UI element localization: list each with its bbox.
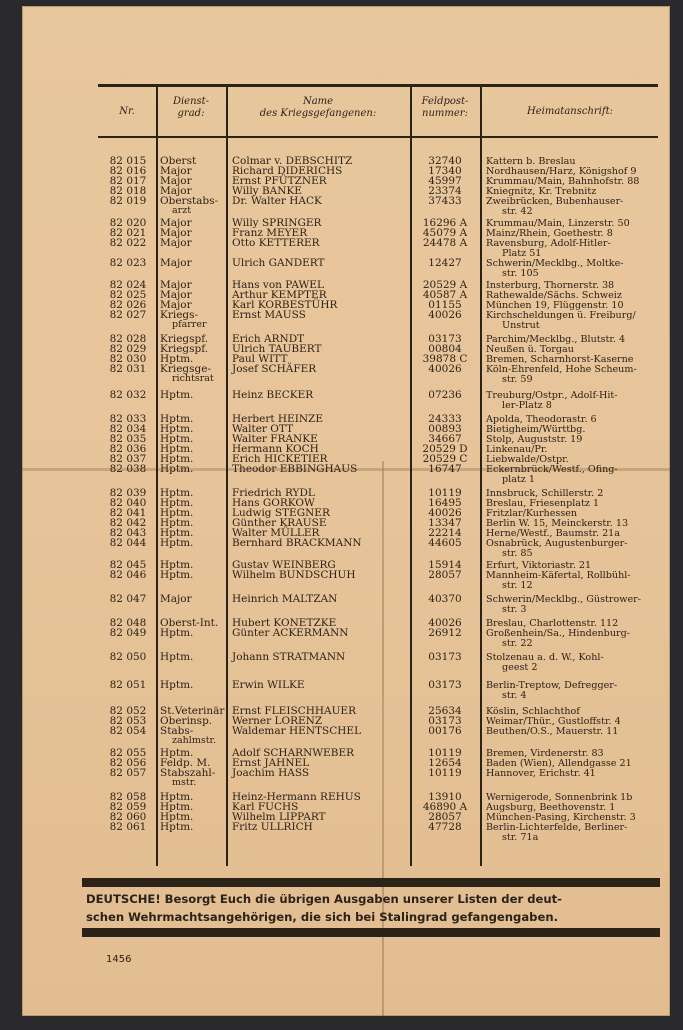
- row-rank: Kriegs-: [160, 309, 199, 321]
- row-number: 82 059: [109, 801, 147, 813]
- row-feldpost: 00176: [428, 725, 462, 737]
- row-name: Walter OTT: [232, 423, 294, 435]
- row-address: Berlin W. 15, Meinckerstr. 13: [486, 518, 629, 529]
- row-name: Richard DIDERICHS: [232, 165, 343, 177]
- row-address: Mannheim-Käfertal, Rollbühl-: [486, 570, 631, 581]
- row-address: Augsburg, Beethovenstr. 1: [486, 802, 616, 813]
- row-name: Ernst FLEISCHHAUER: [232, 705, 357, 717]
- row-number: 82 036: [109, 443, 147, 455]
- row-rank: Hptm.: [160, 537, 194, 549]
- row-name: Walter MÜLLER: [232, 527, 320, 539]
- row-name: Friedrich RYDL: [232, 487, 315, 499]
- row-feldpost: 20529 C: [422, 453, 468, 465]
- prisoner-list-table: [98, 84, 658, 866]
- row-address: Insterburg, Thornerstr. 38: [486, 280, 615, 291]
- row-address-cont: str. 59: [502, 374, 533, 385]
- row-address: Schwerin/Mecklbg., Güstrower-: [486, 594, 641, 605]
- row-number: 82 051: [109, 679, 147, 691]
- row-rank-cont: mstr.: [172, 777, 197, 788]
- row-rank: Oberst-Int.: [160, 617, 219, 629]
- row-address: Köslin, Schlachthof: [486, 706, 580, 717]
- row-feldpost: 40370: [428, 593, 462, 605]
- row-address: Stolp, Auguststr. 19: [486, 434, 583, 445]
- row-number: 82 016: [109, 165, 147, 177]
- row-address: Bremen, Scharnhorst-Kaserne: [486, 354, 634, 365]
- row-feldpost: 39878 C: [422, 353, 468, 365]
- row-address: Fritzlar/Kurhessen: [486, 508, 578, 519]
- row-number: 82 047: [109, 593, 147, 605]
- row-rank: Hptm.: [160, 821, 194, 833]
- header-name: Name des Kriegsgefangenen:: [259, 96, 377, 119]
- row-feldpost: 00893: [428, 423, 462, 435]
- row-name: Otto KETTERER: [232, 237, 320, 249]
- row-number: 82 017: [109, 175, 147, 187]
- row-feldpost: 03173: [428, 715, 462, 727]
- row-number: 82 057: [109, 767, 147, 779]
- row-name: Heinrich MALTZAN: [232, 593, 338, 605]
- row-name: Willy SPRINGER: [232, 217, 322, 229]
- column-divider: [226, 84, 228, 866]
- row-address: Breslau, Friesenplatz 1: [486, 498, 600, 509]
- row-address-cont: Platz 51: [502, 248, 542, 259]
- row-rank: Hptm.: [160, 487, 194, 499]
- top-rule: [98, 84, 658, 87]
- row-feldpost: 15914: [428, 559, 462, 571]
- row-address-cont: str. 42: [502, 206, 533, 217]
- row-rank: Major: [160, 299, 192, 311]
- row-address: Krummau/Main, Bahnhofstr. 88: [486, 176, 640, 187]
- row-number: 82 031: [109, 363, 147, 375]
- row-address: Rathewalde/Sächs. Schweiz: [486, 290, 622, 301]
- row-address: Krummau/Main, Linzerstr. 50: [486, 218, 630, 229]
- row-address-cont: str. 85: [502, 548, 533, 559]
- row-name: Walter FRANKE: [232, 433, 318, 445]
- row-number: 82 050: [109, 651, 147, 663]
- row-feldpost: 32740: [428, 155, 462, 167]
- row-number: 82 018: [109, 185, 147, 197]
- row-feldpost: 44605: [428, 537, 462, 549]
- row-feldpost: 40026: [428, 363, 462, 375]
- row-name: Heinz-Hermann REHUS: [232, 791, 361, 803]
- row-address: Zweibrücken, Bubenhauser-: [486, 196, 624, 207]
- row-rank: Hptm.: [160, 679, 194, 691]
- row-number: 82 056: [109, 757, 147, 769]
- row-address: Linkenau/Pr.: [486, 444, 548, 455]
- row-feldpost: 00804: [428, 343, 462, 355]
- row-number: 82 033: [109, 413, 147, 425]
- row-address: Herne/Westf., Baumstr. 21a: [486, 528, 620, 539]
- row-name: Karl FUCHS: [232, 801, 299, 813]
- row-name: Theodor EBBINGHAUS: [232, 463, 358, 475]
- row-rank: Major: [160, 165, 192, 177]
- row-name: Paul WITT: [232, 353, 288, 365]
- row-rank: Kriegsge-: [160, 363, 212, 375]
- header-rule: [98, 136, 658, 138]
- row-number: 82 041: [109, 507, 147, 519]
- row-number: 82 023: [109, 257, 147, 269]
- row-feldpost: 22214: [428, 527, 462, 539]
- row-feldpost: 12654: [428, 757, 462, 769]
- row-rank: Major: [160, 175, 192, 187]
- row-address: Apolda, Theodorastr. 6: [486, 414, 597, 425]
- row-name: Günther KRAUSE: [232, 517, 327, 529]
- row-feldpost: 34667: [428, 433, 462, 445]
- leaflet-sheet: [22, 6, 670, 1016]
- row-name: Johann STRATMANN: [232, 651, 346, 663]
- row-name: Heinz BECKER: [232, 389, 314, 401]
- row-rank: Hptm.: [160, 651, 194, 663]
- row-address-cont: platz 1: [502, 474, 535, 485]
- row-feldpost: 10119: [428, 747, 462, 759]
- row-address: Innsbruck, Schillerstr. 2: [486, 488, 604, 499]
- row-rank: Oberst: [160, 155, 197, 167]
- row-rank-cont: pfarrer: [172, 319, 207, 330]
- row-number: 82 015: [109, 155, 147, 167]
- row-address: Neußen ü. Torgau: [486, 344, 574, 355]
- row-rank: Oberstabs-: [160, 195, 219, 207]
- row-address: Kirchscheldungen ü. Freiburg/: [486, 310, 636, 321]
- row-address: Stolzenau a. d. W., Kohl-: [486, 652, 604, 663]
- row-rank: Hptm.: [160, 389, 194, 401]
- row-address: Treuburg/Ostpr., Adolf-Hit-: [486, 390, 618, 401]
- row-feldpost: 28057: [428, 811, 462, 823]
- row-number: 82 053: [109, 715, 147, 727]
- row-rank: Major: [160, 237, 192, 249]
- row-name: Hans GORKOW: [232, 497, 315, 509]
- row-rank: Hptm.: [160, 433, 194, 445]
- banner-bottom-bar: [82, 928, 660, 937]
- row-number: 82 022: [109, 237, 147, 249]
- row-address: Bremen, Virdenerstr. 83: [486, 748, 604, 759]
- row-rank: Hptm.: [160, 353, 194, 365]
- row-number: 82 026: [109, 299, 147, 311]
- row-address-cont: str. 3: [502, 604, 527, 615]
- row-number: 82 035: [109, 433, 147, 445]
- row-address: Weimar/Thür., Gustloffstr. 4: [486, 716, 621, 727]
- row-number: 82 037: [109, 453, 147, 465]
- row-number: 82 052: [109, 705, 147, 717]
- row-rank-cont: richtsrat: [172, 373, 214, 384]
- row-feldpost: 12427: [428, 257, 462, 269]
- row-rank: Major: [160, 185, 192, 197]
- row-address: München-Pasing, Kirchenstr. 3: [486, 812, 636, 823]
- row-name: Adolf SCHARNWEBER: [232, 747, 355, 759]
- row-rank: Hptm.: [160, 559, 194, 571]
- row-number: 82 046: [109, 569, 147, 581]
- row-name: Ulrich GANDERT: [232, 257, 325, 269]
- row-name: Ulrich TAUBERT: [232, 343, 322, 355]
- row-feldpost: 37433: [428, 195, 462, 207]
- row-name: Waldemar HENTSCHEL: [232, 725, 362, 737]
- row-rank: Major: [160, 217, 192, 229]
- row-address-cont: str. 105: [502, 268, 539, 279]
- row-rank: Hptm.: [160, 627, 194, 639]
- row-rank: Hptm.: [160, 443, 194, 455]
- row-rank-cont: zahlmstr.: [172, 735, 217, 746]
- banner-line-1: DEUTSCHE! Besorgt Euch die übrigen Ausgaben unserer Listen der deut-: [86, 892, 562, 906]
- row-rank: Hptm.: [160, 497, 194, 509]
- row-rank-cont: arzt: [172, 205, 192, 216]
- row-feldpost: 40026: [428, 507, 462, 519]
- row-number: 82 019: [109, 195, 147, 207]
- row-number: 82 030: [109, 353, 147, 365]
- row-rank: Feldp. M.: [160, 757, 211, 769]
- row-name: Hermann KOCH: [232, 443, 319, 455]
- row-name: Ernst PFÜTZNER: [232, 175, 327, 187]
- row-rank: St.Veterinär: [160, 705, 225, 717]
- row-feldpost: 13910: [428, 791, 462, 803]
- row-number: 82 058: [109, 791, 147, 803]
- header-rank: Dienst- grad:: [172, 96, 210, 119]
- row-number: 82 029: [109, 343, 147, 355]
- row-number: 82 021: [109, 227, 147, 239]
- row-rank: Hptm.: [160, 423, 194, 435]
- row-address-cont: str. 71a: [502, 832, 539, 843]
- row-address: Liebwalde/Ostpr.: [486, 454, 569, 465]
- row-rank: Hptm.: [160, 413, 194, 425]
- row-number: 82 027: [109, 309, 147, 321]
- row-feldpost: 46890 A: [422, 801, 468, 813]
- row-address: Baden (Wien), Allendgasse 21: [486, 758, 632, 769]
- row-name: Willy BANKE: [232, 185, 302, 197]
- row-address-cont: ler-Platz 8: [502, 400, 552, 411]
- row-number: 82 055: [109, 747, 147, 759]
- row-address: Erfurt, Viktoriastr. 21: [486, 560, 592, 571]
- row-feldpost: 20529 A: [422, 279, 468, 291]
- row-name: Hubert KONETZKE: [232, 617, 337, 629]
- row-feldpost: 03173: [428, 333, 462, 345]
- row-name: Fritz ULLRICH: [232, 821, 313, 833]
- row-feldpost: 16296 A: [422, 217, 468, 229]
- row-feldpost: 40587 A: [422, 289, 468, 301]
- row-address: Nordhausen/Harz, Königshof 9: [486, 166, 637, 177]
- row-name: Werner LORENZ: [232, 715, 323, 727]
- row-feldpost: 13347: [428, 517, 462, 529]
- row-feldpost: 45079 A: [422, 227, 468, 239]
- column-divider: [410, 84, 412, 866]
- row-rank: Hptm.: [160, 791, 194, 803]
- row-number: 82 049: [109, 627, 147, 639]
- row-feldpost: 10119: [428, 487, 462, 499]
- row-feldpost: 24333: [428, 413, 462, 425]
- row-name: Colmar v. DEBSCHITZ: [232, 155, 353, 167]
- row-name: Wilhelm LIPPART: [232, 811, 326, 823]
- row-rank: Hptm.: [160, 517, 194, 529]
- row-feldpost: 07236: [428, 389, 462, 401]
- row-name: Erwin WILKE: [232, 679, 305, 691]
- row-number: 82 039: [109, 487, 147, 499]
- row-address: Kniegnitz, Kr. Trebnitz: [486, 186, 597, 197]
- row-number: 82 044: [109, 537, 147, 549]
- row-address: Großenhein/Sa., Hindenburg-: [486, 628, 630, 639]
- row-address: Mainz/Rhein, Goethestr. 8: [486, 228, 613, 239]
- row-number: 82 038: [109, 463, 147, 475]
- row-feldpost: 40026: [428, 617, 462, 629]
- row-name: Herbert HEINZE: [232, 413, 324, 425]
- print-number: 1456: [106, 954, 132, 965]
- row-feldpost: 28057: [428, 569, 462, 581]
- row-name: Bernhard BRACKMANN: [232, 537, 362, 549]
- row-address: Köln-Ehrenfeld, Hohe Scheum-: [486, 364, 637, 375]
- row-rank: Kriegspf.: [160, 333, 209, 345]
- row-address: Wernigerode, Sonnenbrink 1b: [486, 792, 633, 803]
- row-name: Joachim HASS: [232, 767, 310, 779]
- row-rank: Hptm.: [160, 747, 194, 759]
- row-address: Bietigheim/Württbg.: [486, 424, 586, 435]
- banner-top-bar: [82, 878, 660, 887]
- row-number: 82 061: [109, 821, 147, 833]
- row-rank: Oberinsp.: [160, 715, 213, 727]
- row-address-cont: str. 12: [502, 580, 533, 591]
- row-number: 82 045: [109, 559, 147, 571]
- row-address: München 19, Flüggenstr. 10: [486, 300, 624, 311]
- row-feldpost: 20529 D: [422, 443, 468, 455]
- row-feldpost: 26912: [428, 627, 462, 639]
- row-name: Wilhelm BUNDSCHUH: [232, 569, 356, 581]
- header-address: Heimatanschrift:: [527, 106, 613, 117]
- row-name: Hans von PAWEL: [232, 279, 324, 291]
- row-name: Erich ARNDT: [232, 333, 305, 345]
- row-rank: Major: [160, 257, 192, 269]
- row-feldpost: 03173: [428, 651, 462, 663]
- row-address: Ravensburg, Adolf-Hitler-: [486, 238, 611, 249]
- row-name: Franz MEYER: [232, 227, 308, 239]
- row-address: Berlin-Lichterfelde, Berliner-: [486, 822, 628, 833]
- row-number: 82 024: [109, 279, 147, 291]
- row-feldpost: 16495: [428, 497, 462, 509]
- row-address: Berlin-Treptow, Defregger-: [486, 680, 618, 691]
- row-name: Josef SCHÄFER: [232, 363, 317, 375]
- row-name: Ernst MAUSS: [232, 309, 306, 321]
- row-rank: Stabs-: [160, 725, 194, 737]
- row-address: Parchim/Mecklbg., Blutstr. 4: [486, 334, 626, 345]
- row-rank: Major: [160, 279, 192, 291]
- row-feldpost: 01155: [428, 299, 462, 311]
- row-feldpost: 25634: [428, 705, 462, 717]
- row-name: Karl KORBESTÜHR: [232, 299, 338, 311]
- row-rank: Hptm.: [160, 801, 194, 813]
- header-feldpost: Feldpost- nummer:: [421, 96, 469, 119]
- row-feldpost: 17340: [428, 165, 462, 177]
- row-address-cont: str. 4: [502, 690, 527, 701]
- row-rank: Stabszahl-: [160, 767, 216, 779]
- row-feldpost: 03173: [428, 679, 462, 691]
- row-number: 82 032: [109, 389, 147, 401]
- row-name: Ludwig STEGNER: [232, 507, 330, 519]
- row-number: 82 034: [109, 423, 147, 435]
- row-rank: Hptm.: [160, 569, 194, 581]
- row-address: Osnabrück, Augustenburger-: [486, 538, 628, 549]
- row-address: Kattern b. Breslau: [486, 156, 576, 167]
- row-address-cont: Unstrut: [502, 320, 540, 331]
- row-address: Schwerin/Mecklbg., Moltke-: [486, 258, 624, 269]
- row-name: Erich HICKETIER: [232, 453, 328, 465]
- row-address: Eckernbrück/Westf., Ofing-: [486, 464, 618, 475]
- row-rank: Hptm.: [160, 463, 194, 475]
- row-feldpost: 40026: [428, 309, 462, 321]
- row-address-cont: str. 22: [502, 638, 533, 649]
- row-number: 82 025: [109, 289, 147, 301]
- row-rank: Major: [160, 227, 192, 239]
- row-name: Arthur KEMPTER: [232, 289, 327, 301]
- row-rank: Major: [160, 593, 192, 605]
- row-feldpost: 16747: [428, 463, 462, 475]
- column-divider: [480, 84, 482, 866]
- column-divider: [156, 84, 158, 866]
- row-name: Ernst JAHNEL: [232, 757, 310, 769]
- appeal-banner: [86, 890, 658, 926]
- row-feldpost: 23374: [428, 185, 462, 197]
- row-feldpost: 45997: [428, 175, 462, 187]
- row-number: 82 042: [109, 517, 147, 529]
- row-name: Dr. Walter HACK: [232, 195, 322, 207]
- row-number: 82 054: [109, 725, 147, 737]
- row-number: 82 060: [109, 811, 147, 823]
- row-name: Günter ACKERMANN: [232, 627, 349, 639]
- row-address: Hannover, Erichstr. 41: [486, 768, 596, 779]
- row-number: 82 040: [109, 497, 147, 509]
- row-number: 82 020: [109, 217, 147, 229]
- row-feldpost: 24478 A: [422, 237, 468, 249]
- row-feldpost: 10119: [428, 767, 462, 779]
- row-rank: Hptm.: [160, 527, 194, 539]
- row-number: 82 043: [109, 527, 147, 539]
- row-address-cont: geest 2: [502, 662, 538, 673]
- row-rank: Hptm.: [160, 507, 194, 519]
- row-rank: Kriegspf.: [160, 343, 209, 355]
- row-rank: Hptm.: [160, 453, 194, 465]
- row-address: Breslau, Charlottenstr. 112: [486, 618, 619, 629]
- row-feldpost: 47728: [428, 821, 462, 833]
- row-rank: Hptm.: [160, 811, 194, 823]
- banner-line-2: schen Wehrmachtsangehörigen, die sich bei Stalingrad gefangengaben.: [86, 910, 558, 924]
- row-rank: Major: [160, 289, 192, 301]
- row-number: 82 048: [109, 617, 147, 629]
- row-address: Beuthen/O.S., Mauerstr. 11: [486, 726, 619, 737]
- header-nr: Nr.: [119, 106, 135, 117]
- row-name: Gustav WEINBERG: [232, 559, 336, 571]
- row-number: 82 028: [109, 333, 147, 345]
